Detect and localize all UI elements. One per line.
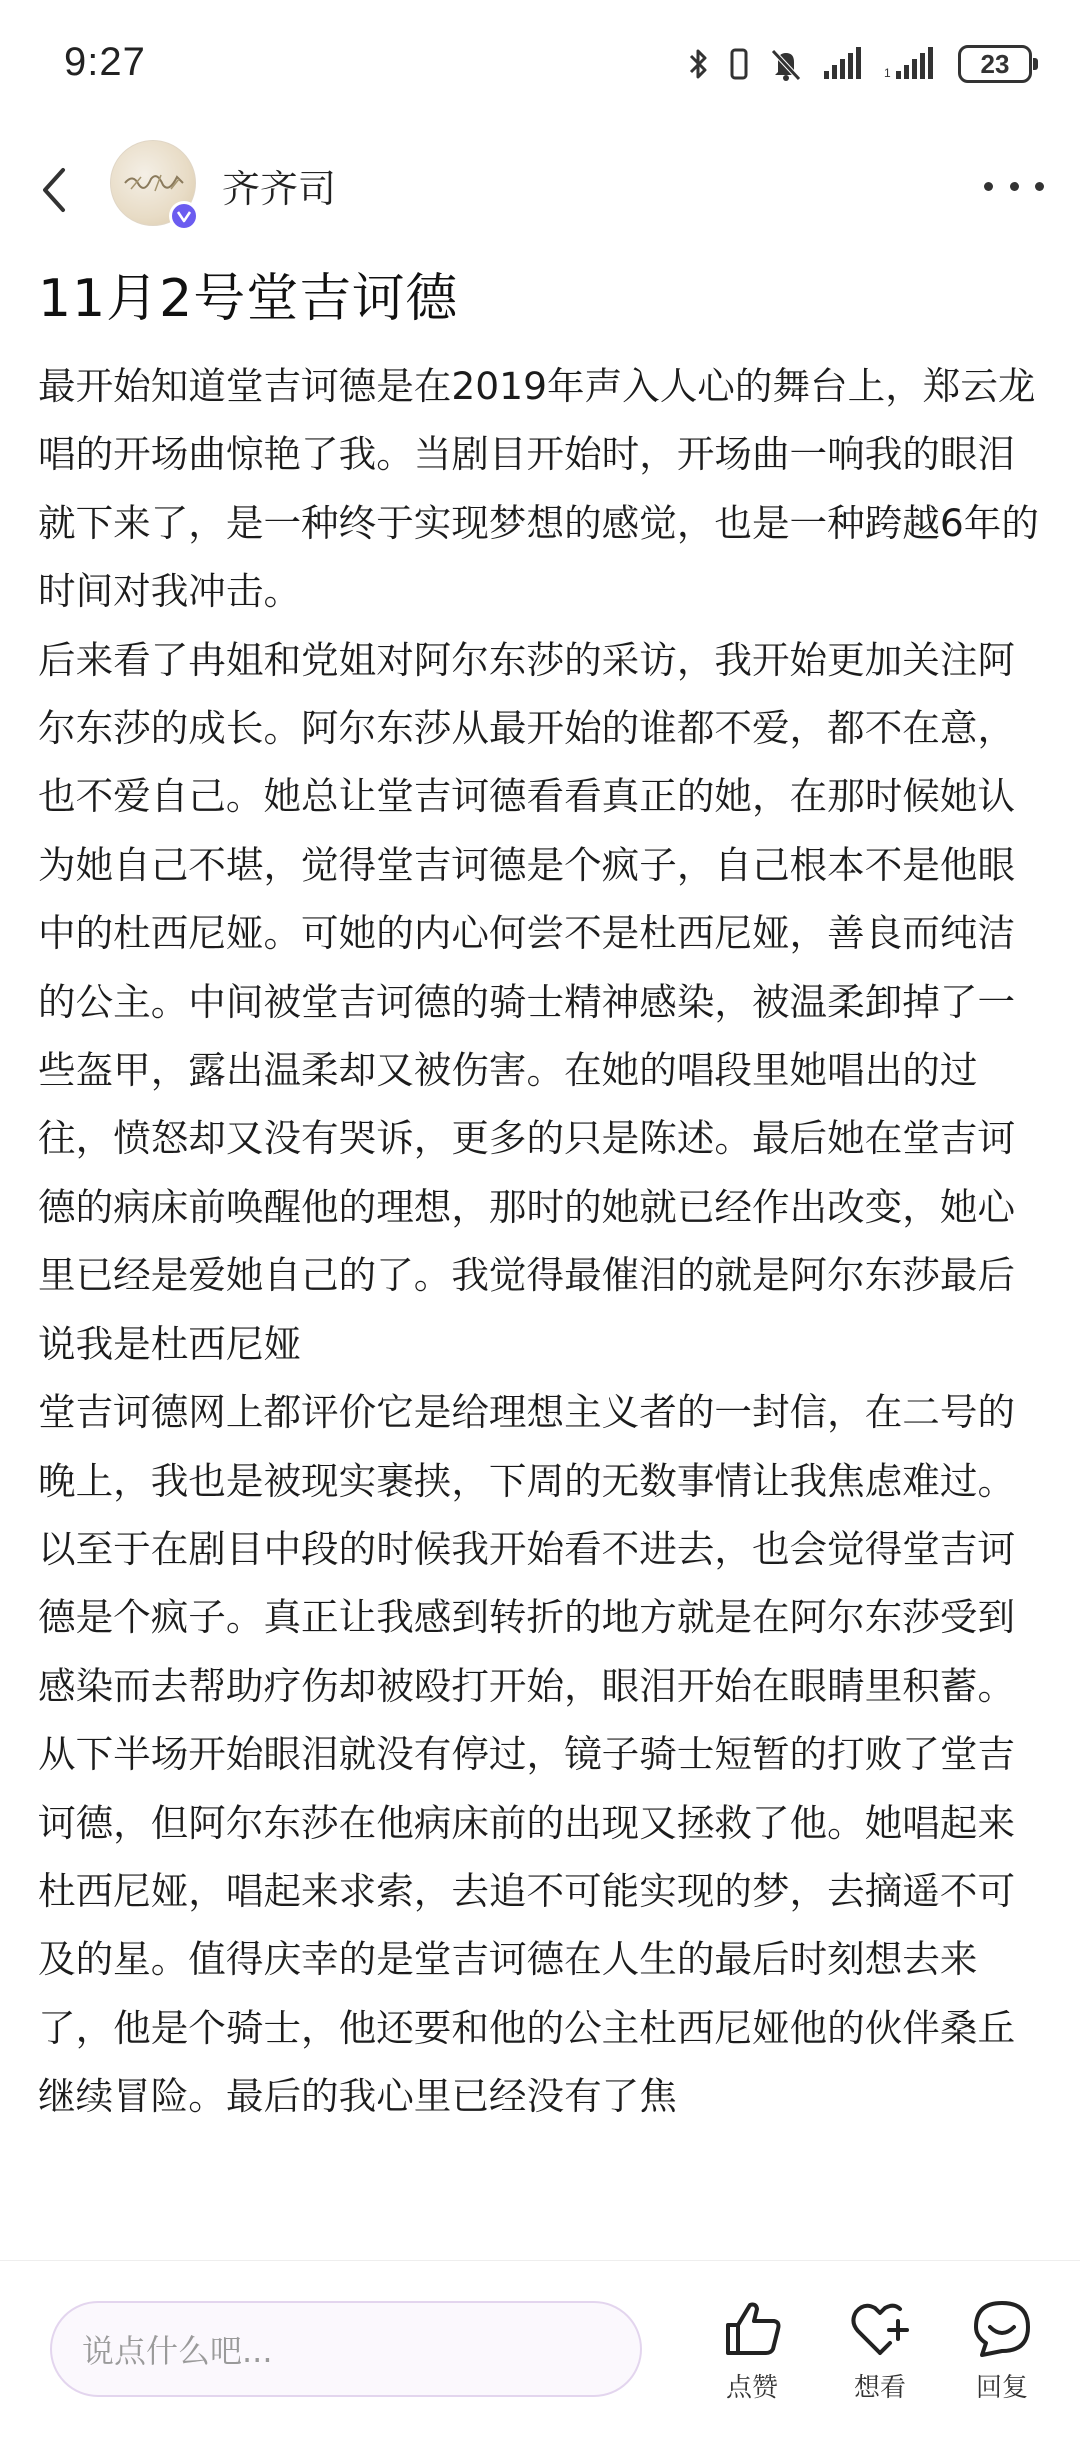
- more-dot-icon: [1010, 182, 1019, 191]
- reply-label: 回复: [975, 2373, 1028, 2403]
- thumbs-up-icon: [720, 2297, 784, 2361]
- status-time: 9:27: [64, 40, 146, 84]
- battery-level: 23: [980, 48, 1010, 79]
- post-paragraph: 最开始知道堂吉诃德是在2019年声入人心的舞台上，郑云龙唱的开场曲惊艳了我。当剧目开始时，开场曲一响我的眼泪就下来了，是一种终于实现梦想的感觉，也是一种跨越6年的时间对我冲击。: [38, 364, 1039, 614]
- mute-icon: [768, 44, 804, 84]
- post-body: [38, 352, 1048, 2258]
- signal-icon: [884, 44, 940, 84]
- want-label: 想看: [853, 2373, 906, 2403]
- more-dot-icon: [1035, 182, 1044, 191]
- svg-text:1: 1: [884, 66, 891, 80]
- signal-icon: [822, 44, 866, 84]
- status-bar: [0, 0, 1080, 130]
- post-paragraph: 堂吉诃德网上都评价它是给理想主义者的一封信，在二号的晚上，我也是被现实裹挟，下周的无数事情让我焦虑难过。以至于在剧目中段的时候我开始看不进去，也会觉得堂吉诃德是个疯子。真正让我感到转折的地方就是在阿尔东莎受到感染而去帮助疗伤却被殴打开始，眼泪开始在眼睛里积蓄。从下半场开始眼泪就没有停过，镜子骑士短暂的打败了堂吉诃德，但阿尔东莎在他病床前的出现又拯救了他。她唱起来杜西尼娅，唱起来求索，去追不可能实现的梦，去摘遥不可及的星。值得庆幸的是堂吉诃德在人生的最后时刻想去来了，他是个骑士，他还要和他的公主杜西尼娅他的伙伴桑丘继续冒险。最后的我心里已经没有了焦: [38, 1390, 1016, 2119]
- comment-input[interactable]: [50, 2301, 642, 2397]
- more-options-button[interactable]: [984, 174, 1044, 198]
- post-header: [0, 130, 1080, 250]
- bluetooth-icon: [688, 44, 710, 84]
- verified-badge-icon: [169, 201, 199, 231]
- comment-bubble-icon: [970, 2297, 1034, 2361]
- post-title: 11月2号堂吉诃德: [38, 269, 459, 329]
- post-paragraph: 后来看了冉姐和党姐对阿尔东莎的采访，我开始更加关注阿尔东莎的成长。阿尔东莎从最开始的谁都不爱，都不在意，也不爱自己。她总让堂吉诃德看看真正的她，在那时候她认为她自己不堪，觉得堂吉诃德是个疯子，自己根本不是他眼中的杜西尼娅。可她的内心何尝不是杜西尼娅，善良而纯洁的公主。中间被堂吉诃德的骑士精神感染，被温柔卸掉了一些盔甲，露出温柔却又被伤害。在她的唱段里她唱出的过往，愤怒却又没有哭诉，更多的只是陈述。最后她在堂吉诃德的病床前唤醒他的理想，那时的她就已经作出改变，她心里已经是爱她自己的了。我觉得最催泪的就是阿尔东莎最后说我是杜西尼娅: [38, 637, 1016, 1366]
- comment-placeholder: 说点什么吧...: [82, 2332, 273, 2370]
- chevron-left-icon: [39, 166, 69, 214]
- like-label: 点赞: [725, 2373, 778, 2403]
- more-dot-icon: [984, 182, 993, 191]
- reply-button[interactable]: [952, 2297, 1052, 2417]
- heart-plus-icon: [848, 2297, 912, 2361]
- avatar-calligraphy-icon: [121, 169, 187, 197]
- battery-icon: [958, 45, 1032, 83]
- status-icons: [688, 44, 1032, 84]
- want-to-watch-button[interactable]: [830, 2297, 930, 2417]
- vibrate-icon: [728, 44, 750, 84]
- back-button[interactable]: [28, 160, 80, 220]
- avatar[interactable]: [110, 140, 196, 226]
- bottom-action-bar: [0, 2260, 1080, 2438]
- like-button[interactable]: [702, 2297, 802, 2417]
- author-name[interactable]: 齐齐司: [222, 167, 337, 211]
